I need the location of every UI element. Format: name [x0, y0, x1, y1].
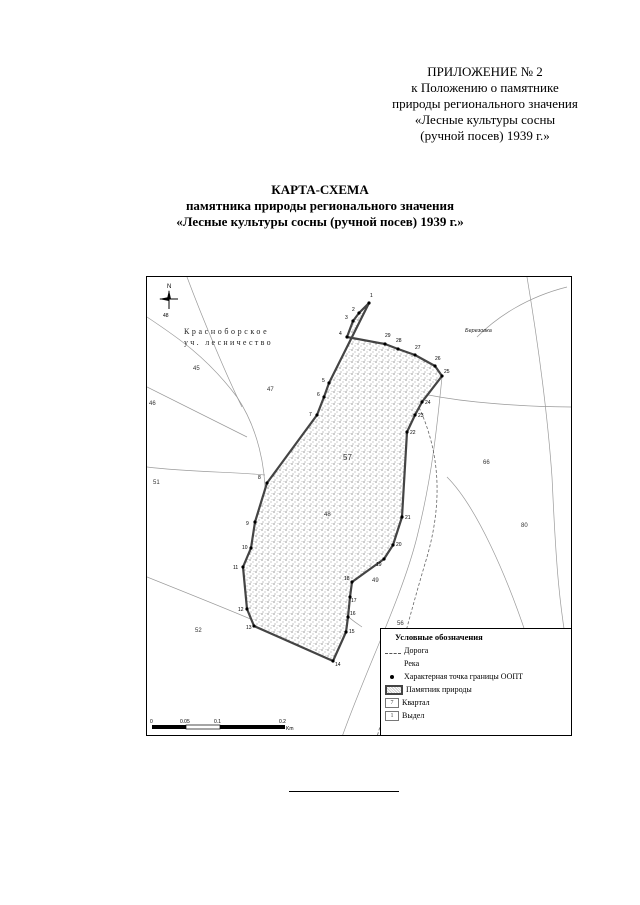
footer-rule [289, 791, 399, 792]
boundary-point [383, 342, 386, 345]
compass-number: 48 [163, 313, 169, 319]
boundary-point-label: 26 [435, 356, 441, 362]
block-number: 80 [521, 523, 528, 529]
boundary-point-label: 27 [415, 345, 421, 351]
boundary-point [315, 413, 318, 416]
legend-river [381, 657, 571, 670]
boundary-point-label: 6 [317, 392, 320, 398]
compass-icon [159, 284, 178, 319]
boundary-point-label: 7 [309, 412, 312, 418]
legend-title: Условные обозначения [395, 632, 483, 642]
forestry-label-line2: уч. лесничество [184, 338, 273, 347]
boundary-point [245, 607, 248, 610]
boundary-point-label: 9 [246, 521, 249, 527]
boundary-point-label: 24 [425, 400, 431, 406]
title-line-2: памятника природы регионального значения [185, 198, 455, 213]
boundary-point-label: 16 [350, 611, 356, 617]
boundary-point-label: 23 [418, 413, 424, 419]
appendix-header [340, 64, 630, 144]
boundary-point-label: 4 [339, 331, 342, 337]
boundary-point [327, 381, 330, 384]
legend-point [381, 670, 571, 683]
legend-block [381, 696, 571, 709]
boundary-point [351, 319, 354, 322]
place-name: Березовка [465, 328, 492, 334]
boundary-point [265, 481, 268, 484]
legend-road [381, 644, 571, 657]
boundary-point-label: 8 [258, 475, 261, 481]
monument-symbol-icon [385, 685, 403, 695]
boundary-point-label: 21 [405, 515, 411, 521]
boundary-point-label: 17 [351, 598, 357, 604]
block-number: 47 [267, 387, 274, 393]
boundary-point-label: 28 [396, 338, 402, 344]
road-symbol-icon [385, 648, 401, 654]
map-legend [380, 628, 571, 735]
scale-label: 0 [150, 719, 153, 725]
boundary-point [367, 301, 370, 304]
scale-bar [150, 719, 294, 732]
block-number: 51 [153, 480, 160, 486]
boundary-point [350, 580, 353, 583]
scale-label: 0.05 [180, 719, 190, 725]
point-symbol-icon [385, 672, 401, 682]
appendix-line: к Положению о памятнике [411, 80, 559, 95]
boundary-point [382, 557, 385, 560]
boundary-point [344, 630, 347, 633]
boundary-point [405, 430, 408, 433]
legend-point-label: Характерная точка границы ООПТ [404, 672, 524, 681]
boundary-point [241, 565, 244, 568]
boundary-point-label: 19 [376, 562, 382, 568]
boundary-point [391, 543, 394, 546]
legend-block-label: Квартал [402, 698, 430, 707]
legend-road-label: Дорога [404, 646, 429, 655]
boundary-point [413, 413, 416, 416]
appendix-line: ПРИЛОЖЕНИЕ № 2 [427, 64, 543, 79]
block-number: 57 [343, 453, 352, 462]
boundary-point-label: 15 [349, 629, 355, 635]
boundary-point [253, 520, 256, 523]
boundary-point [345, 335, 348, 338]
subblock-symbol-icon: 1 [385, 711, 399, 721]
scale-unit: Km [286, 726, 294, 732]
title-line-3: «Лесные культуры сосны (ручной посев) 1939 г.» [176, 214, 464, 229]
block-number: 46 [149, 401, 156, 407]
appendix-line: (ручной посев) 1939 г.» [420, 128, 550, 143]
boundary-point-label: 2 [352, 307, 355, 313]
block-number: 66 [483, 460, 490, 466]
block-number: 45 [193, 366, 200, 372]
boundary-point-label: 20 [396, 542, 402, 548]
forestry-label-line1: Красноборское [184, 327, 270, 336]
scale-label: 0.2 [279, 719, 286, 725]
block-number: 56 [397, 621, 404, 627]
document-title [0, 182, 640, 230]
legend-monument [381, 683, 571, 696]
boundary-point [433, 364, 436, 367]
boundary-point-label: 13 [246, 625, 252, 631]
boundary-point-label: 29 [385, 333, 391, 339]
legend-subblock [381, 709, 571, 722]
boundary-point-label: 3 [345, 315, 348, 321]
block-symbol-icon: 7 [385, 698, 399, 708]
legend-subblock-label: Выдел [402, 711, 425, 720]
boundary-point [413, 353, 416, 356]
compass-north-label: N [167, 284, 172, 290]
boundary-point [322, 395, 325, 398]
appendix-line: «Лесные культуры сосны [414, 112, 556, 127]
boundary-point [396, 347, 399, 350]
boundary-point [252, 624, 255, 627]
boundary-point-label: 14 [335, 662, 341, 668]
boundary-point [249, 546, 252, 549]
boundary-point-label: 25 [444, 369, 450, 375]
legend-river-label: Река [404, 659, 420, 668]
block-number: 49 [372, 578, 379, 584]
boundary-point-label: 1 [370, 293, 373, 299]
boundary-point-label: 22 [410, 430, 416, 436]
boundary-point-label: 18 [344, 576, 350, 582]
boundary-point [420, 400, 423, 403]
river-symbol-icon [385, 659, 401, 669]
scale-label: 0.1 [214, 719, 221, 725]
boundary-point [357, 311, 360, 314]
boundary-point [400, 515, 403, 518]
boundary-point-label: 11 [233, 565, 239, 571]
block-number: 52 [195, 628, 202, 634]
boundary-point-label: 10 [242, 545, 248, 551]
boundary-point-label: 5 [322, 378, 325, 384]
appendix-line: природы регионального значения [392, 96, 578, 111]
title-line-1: КАРТА-СХЕМА [271, 182, 369, 197]
block-number: 48 [324, 512, 331, 518]
boundary-point-label: 12 [238, 607, 244, 613]
legend-monument-label: Памятник природы [406, 685, 472, 694]
